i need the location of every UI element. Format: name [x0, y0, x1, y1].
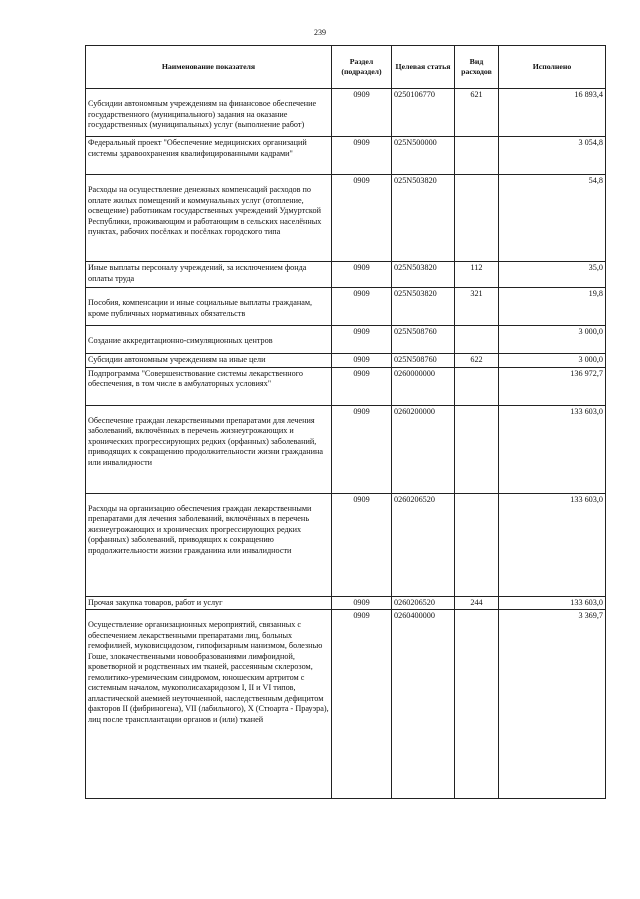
table-row — [86, 596, 606, 610]
row-target: 0260206520 — [392, 596, 455, 610]
row-executed: 3 000,0 — [499, 354, 606, 368]
row-kind: 112 — [455, 262, 499, 288]
row-executed: 19,8 — [499, 288, 606, 326]
row-executed: 133 603,0 — [499, 493, 606, 596]
table-row — [86, 89, 606, 137]
row-target: 025N503820 — [392, 262, 455, 288]
row-executed: 136 972,7 — [499, 367, 606, 405]
table-row — [86, 262, 606, 288]
page-number: 239 — [314, 28, 326, 37]
row-executed: 16 893,4 — [499, 89, 606, 137]
row-section: 0909 — [332, 493, 392, 596]
table-row — [86, 326, 606, 354]
row-executed: 3 369,7 — [499, 610, 606, 799]
row-section: 0909 — [332, 367, 392, 405]
row-kind: 622 — [455, 354, 499, 368]
header-target: Целевая статья — [392, 46, 455, 89]
header-name: Наименование показателя — [86, 46, 332, 89]
table-row — [86, 493, 606, 596]
table-row — [86, 405, 606, 493]
row-executed: 133 603,0 — [499, 596, 606, 610]
table-header-row — [86, 46, 606, 89]
row-name: Прочая закупка товаров, работ и услуг — [86, 596, 332, 610]
row-name: Осуществление организационных мероприятий, связанных с обеспечением лекарственными препаратами лиц, больных гемофилией, муковисцидозом, гипофизарным нанизмом, болезнью Гоше, злокачественными новообразованиями лимфоидной, кроветворной и родственных им тканей, рассеянным склерозом, гемолитико-уремическим синдромом, юношеским артритом с системным началом, мукополисахаридозом I, II и VI типов, апластической анемией неуточненной, наследственным дефицитом факторов II (фибриногена), VII (лабильного), X (Стюарта - Прауэра), лиц после трансплантации органов и (или) тканей — [86, 610, 332, 799]
row-kind — [455, 405, 499, 493]
row-target: 025N503820 — [392, 288, 455, 326]
row-section: 0909 — [332, 262, 392, 288]
table-row — [86, 354, 606, 368]
row-kind: 244 — [455, 596, 499, 610]
row-target: 025N503820 — [392, 175, 455, 262]
row-section: 0909 — [332, 596, 392, 610]
row-target: 0260200000 — [392, 405, 455, 493]
row-executed: 3 000,0 — [499, 326, 606, 354]
row-section: 0909 — [332, 405, 392, 493]
row-section: 0909 — [332, 610, 392, 799]
row-target: 0260400000 — [392, 610, 455, 799]
table-row — [86, 137, 606, 175]
expenditure-table — [85, 45, 606, 799]
row-target: 0260206520 — [392, 493, 455, 596]
row-section: 0909 — [332, 288, 392, 326]
row-name: Субсидии автономным учреждениям на иные цели — [86, 354, 332, 368]
header-executed: Исполнено — [499, 46, 606, 89]
row-name: Расходы на осуществление денежных компенсаций расходов по оплате жилых помещений и коммунальных услуг (отопление, освещение) работникам государственных учреждений Удмуртской Республики, проживающим и работающим в сельских населённых пунктах, рабочих посёлках и посёлках городского типа — [86, 175, 332, 262]
table-row — [86, 610, 606, 799]
table-row — [86, 367, 606, 405]
row-name: Федеральный проект "Обеспечение медицинских организаций системы здравоохранения квалифицированными кадрами" — [86, 137, 332, 175]
row-kind — [455, 175, 499, 262]
row-name: Субсидии автономным учреждениям на финансовое обеспечение государственного (муниципального) задания на оказание государственных (муниципальных) услуг (выполнение работ) — [86, 89, 332, 137]
table-row — [86, 288, 606, 326]
row-executed: 35,0 — [499, 262, 606, 288]
row-kind: 321 — [455, 288, 499, 326]
row-executed: 3 054,8 — [499, 137, 606, 175]
row-executed: 54,8 — [499, 175, 606, 262]
header-section: Раздел (подраздел) — [332, 46, 392, 89]
row-target: 0260000000 — [392, 367, 455, 405]
row-name: Создание аккредитационно-симуляционных центров — [86, 326, 332, 354]
row-executed: 133 603,0 — [499, 405, 606, 493]
row-section: 0909 — [332, 326, 392, 354]
row-target: 025N508760 — [392, 354, 455, 368]
row-target: 025N508760 — [392, 326, 455, 354]
row-kind — [455, 326, 499, 354]
row-name: Обеспечение граждан лекарственными препаратами для лечения заболеваний, включённых в перечень жизнеугрожающих и хронических прогрессирующих редких (орфанных) заболеваний, приводящих к сокращению продолжительности жизни гражданина или инвалидности — [86, 405, 332, 493]
row-kind — [455, 493, 499, 596]
header-kind: Вид расходов — [455, 46, 499, 89]
row-section: 0909 — [332, 354, 392, 368]
row-kind — [455, 610, 499, 799]
row-section: 0909 — [332, 89, 392, 137]
row-target: 025N500000 — [392, 137, 455, 175]
row-name: Расходы на организацию обеспечения граждан лекарственными препаратами для лечения заболеваний, включённых в перечень жизнеугрожающих и хронических прогрессирующих редких (орфанных) заболеваний, приводящих к сокращению продолжительности жизни гражданина или инвалидности — [86, 493, 332, 596]
row-name: Подпрограмма "Совершенствование системы лекарственного обеспечения, в том числе в амбулаторных условиях" — [86, 367, 332, 405]
row-target: 0250106770 — [392, 89, 455, 137]
row-name: Иные выплаты персоналу учреждений, за исключением фонда оплаты труда — [86, 262, 332, 288]
row-name: Пособия, компенсации и иные социальные выплаты гражданам, кроме публичных нормативных обязательств — [86, 288, 332, 326]
row-kind — [455, 367, 499, 405]
row-kind: 621 — [455, 89, 499, 137]
table-row — [86, 175, 606, 262]
row-section: 0909 — [332, 137, 392, 175]
row-kind — [455, 137, 499, 175]
row-section: 0909 — [332, 175, 392, 262]
